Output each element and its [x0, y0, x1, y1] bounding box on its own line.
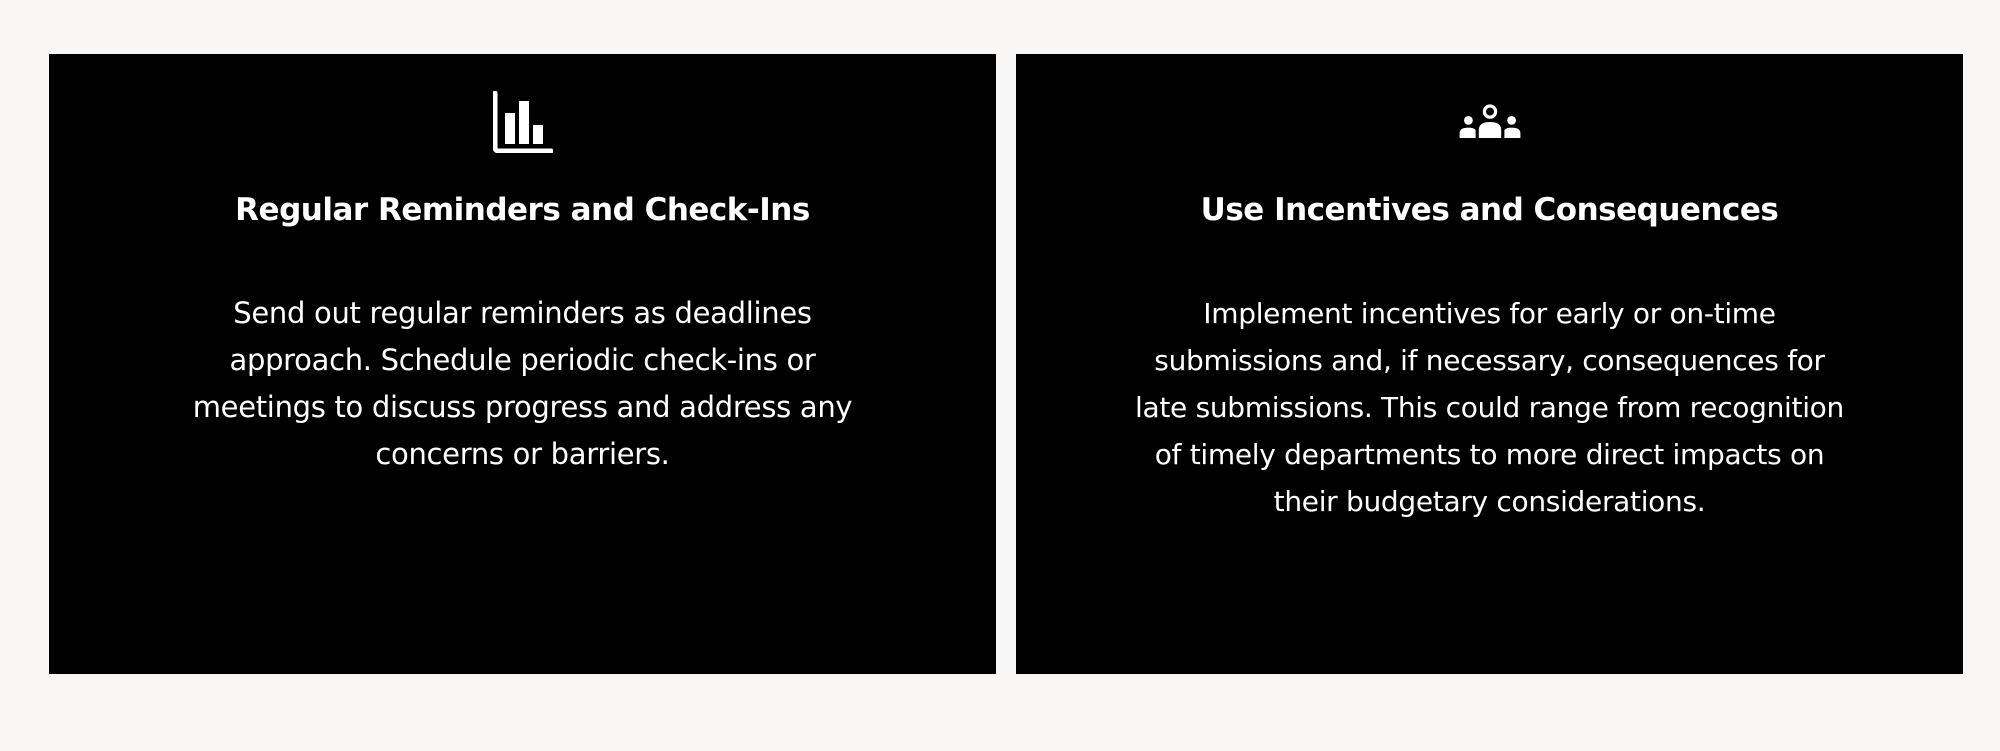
card-body [193, 290, 853, 478]
card-body [1135, 290, 1844, 525]
card-body-line: Implement incentives for early or on-time [1203, 297, 1776, 330]
card-title: Regular Reminders and Check-Ins [235, 192, 810, 228]
card-body-line: approach. Schedule periodic check-ins or [229, 343, 816, 377]
card-body-line: submissions and, if necessary, consequences for [1154, 344, 1825, 377]
card-body-line: of timely departments to more direct impacts on [1154, 438, 1825, 471]
card-regular-reminders [49, 54, 996, 674]
card-body-line: concerns or barriers. [375, 437, 670, 471]
group-people-icon [1458, 90, 1522, 154]
card-title: Use Incentives and Consequences [1200, 192, 1779, 228]
cards-row [49, 54, 1963, 674]
card-body-line: Send out regular reminders as deadlines [233, 296, 812, 330]
bar-chart-icon [491, 90, 555, 154]
card-body-line: late submissions. This could range from recognition [1135, 391, 1844, 424]
card-body-line: their budgetary considerations. [1273, 485, 1706, 518]
card-body-line: meetings to discuss progress and address any [192, 390, 853, 424]
card-incentives-consequences [1016, 54, 1963, 674]
